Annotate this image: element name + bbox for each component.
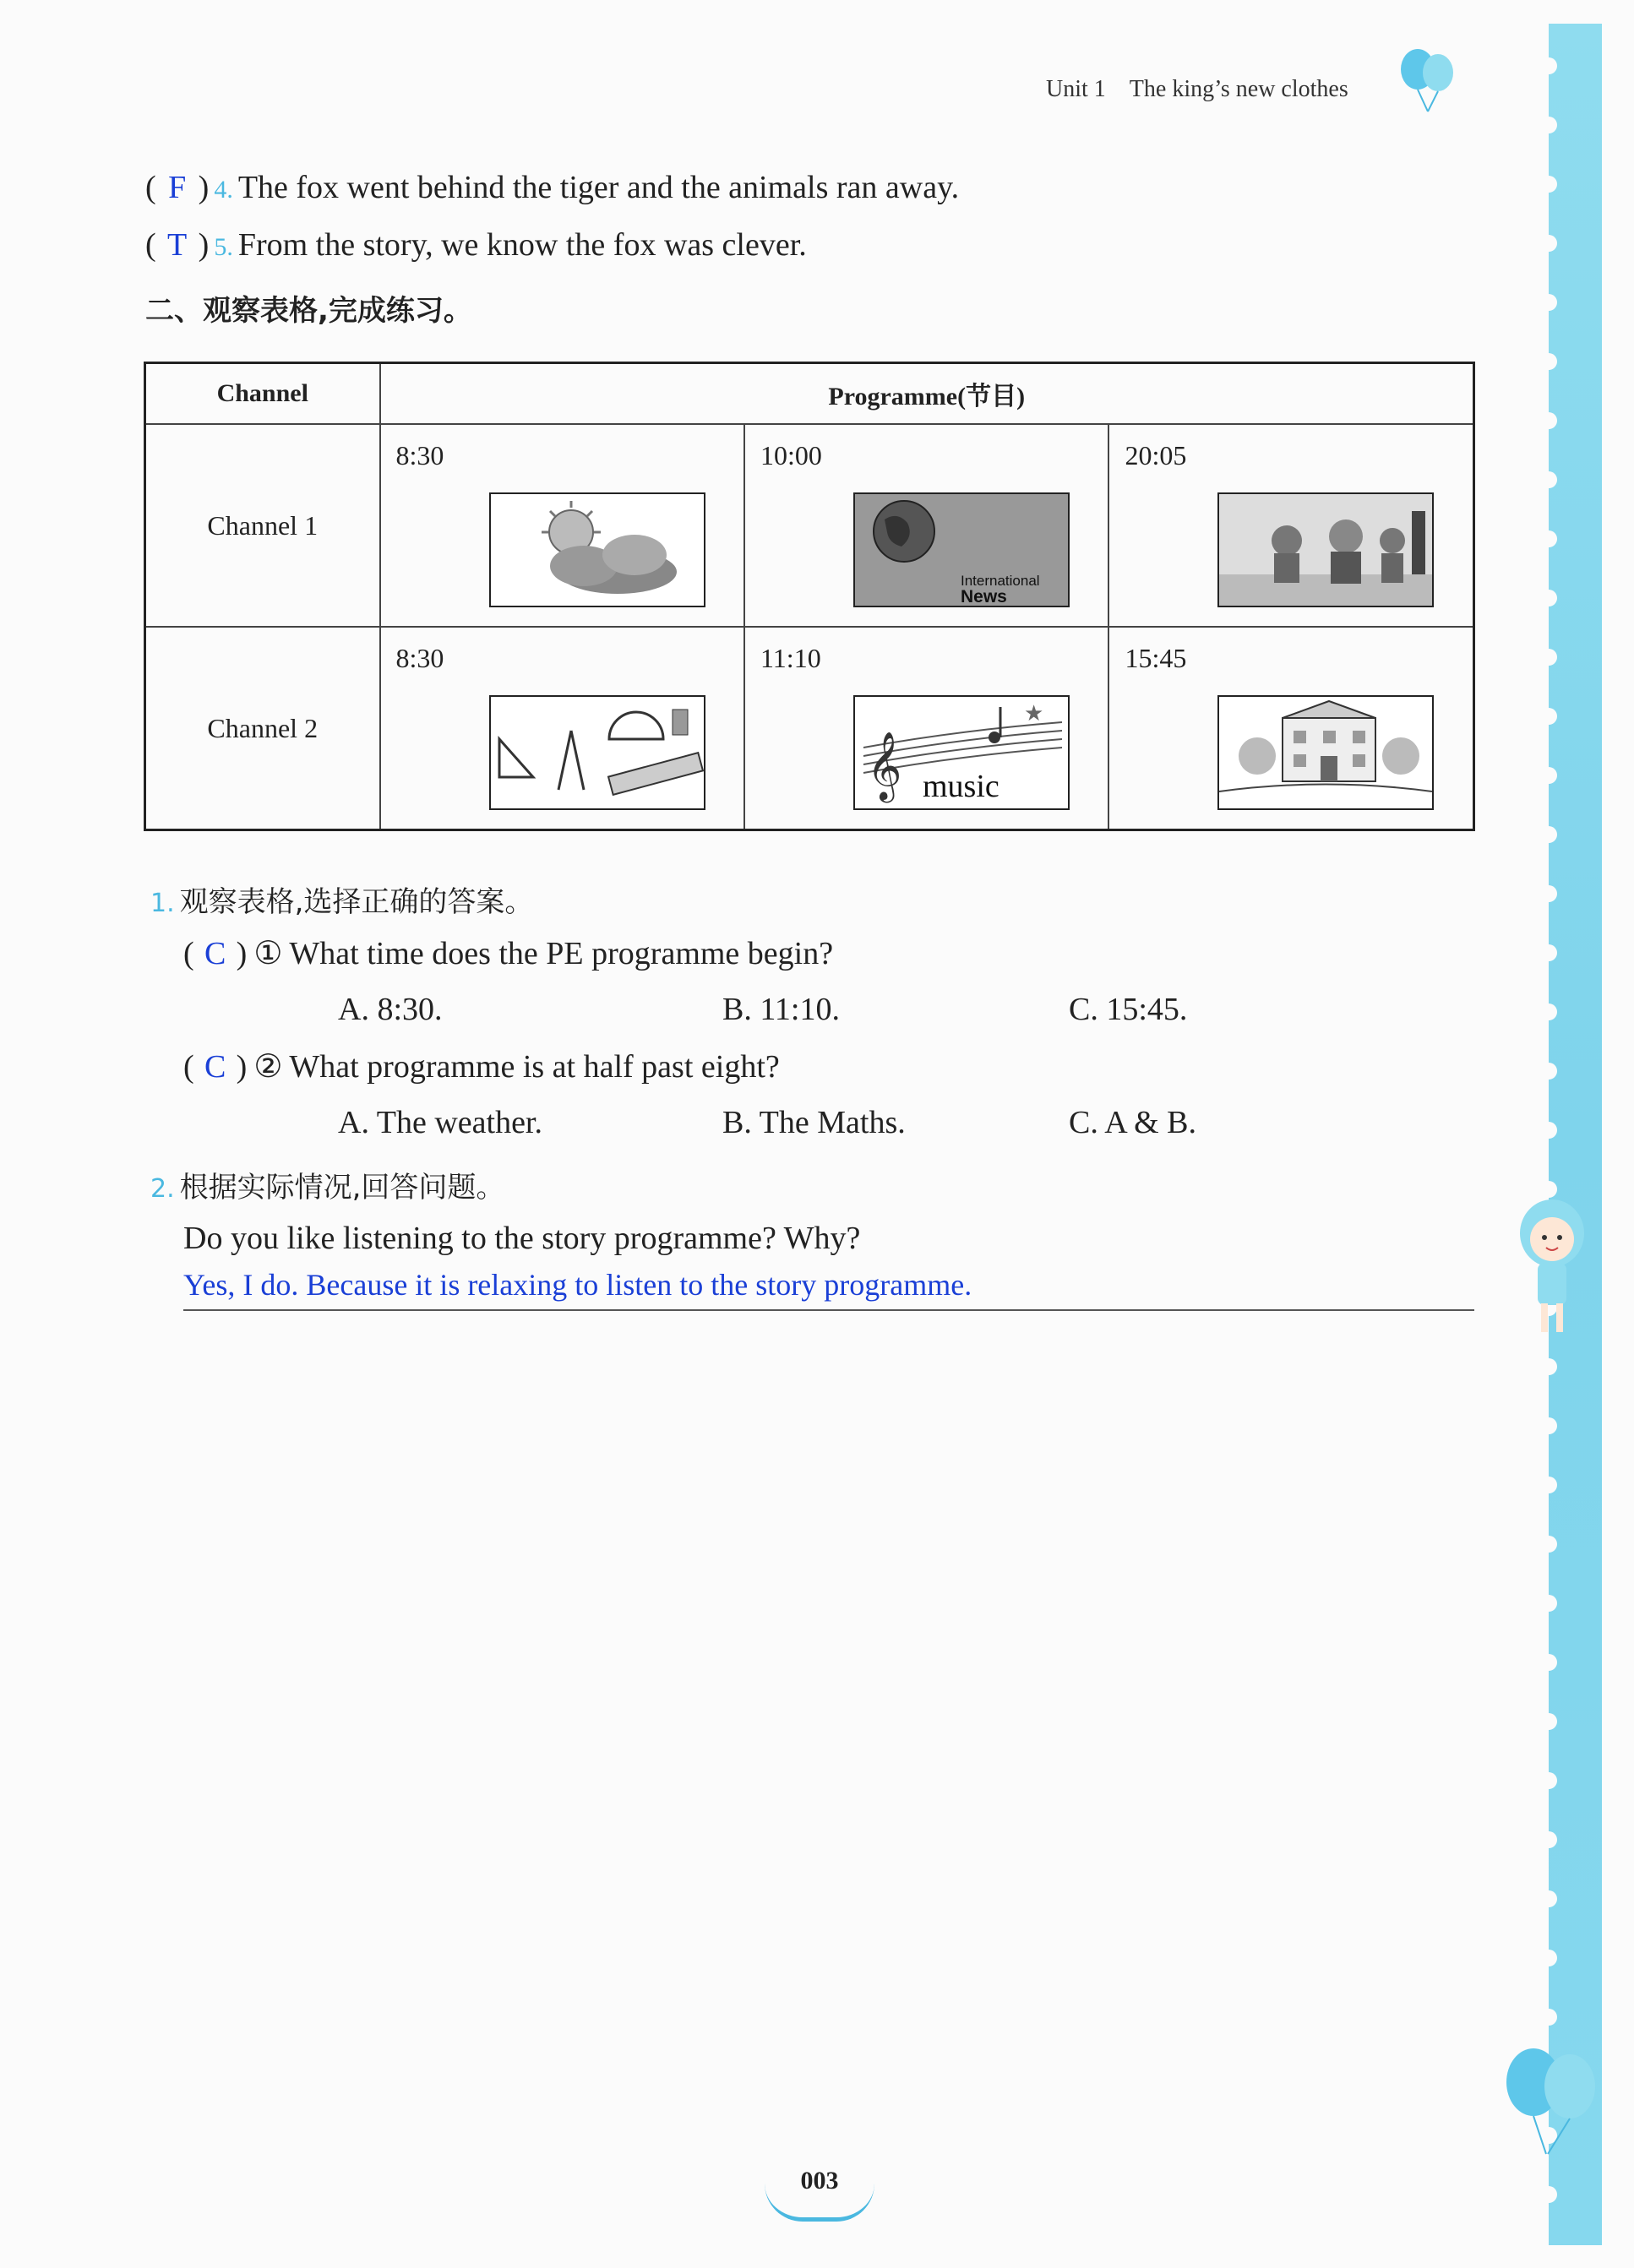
q1-item-1: ( C ) ① What time does the PE programme begin? (183, 936, 834, 971)
tf-number-5: 5. (214, 233, 233, 261)
q2-title: 根据实际情况,回答问题。 (179, 1171, 505, 1205)
q1-answer-2[interactable]: C (204, 1049, 226, 1085)
page-number: 003 (800, 2167, 839, 2195)
q2-number: 2. (150, 1174, 175, 1204)
tf-text-5: From the story, we know the fox was clever. (237, 227, 807, 263)
unit-title: The king’s new clothes (1129, 76, 1348, 102)
balloons-header-icon (1394, 44, 1462, 120)
q2-answer: Yes, I do. Because it is relaxing to listen to the story programme. (183, 1268, 972, 1302)
maths-tools-icon (489, 695, 705, 810)
programme-cell (744, 627, 1108, 830)
programme-cell (380, 627, 744, 830)
unit-label: Unit 1 (1046, 76, 1106, 102)
programme-time: 10:00 (760, 440, 822, 470)
music-caption: music (922, 769, 999, 804)
programme-time: 20:05 (1125, 440, 1187, 470)
table-row (145, 627, 1474, 830)
programme-header: Programme(节目) (380, 363, 1474, 425)
tf-answer-5[interactable]: T (167, 227, 188, 263)
balloons-bottom-icon (1495, 2036, 1605, 2162)
tf-item-4: ( F ) 4. The fox went behind the tiger and the animals ran away. (145, 170, 960, 205)
q2-question: Do you like listening to the story programme? Why? (183, 1221, 861, 1256)
music-icon (853, 695, 1070, 810)
programme-table (144, 362, 1475, 831)
tf-text-4: The fox went behind the tiger and the animals ran away. (237, 170, 960, 205)
news-icon (853, 492, 1070, 607)
q1-option-2b[interactable]: B. The Maths. (722, 1105, 906, 1140)
weather-icon (489, 492, 705, 607)
channel-header: Channel (145, 363, 380, 425)
page-number-decoration (765, 2184, 874, 2222)
q1-title: 观察表格,选择正确的答案。 (179, 885, 534, 919)
q1-mark-1: ① (253, 936, 283, 971)
news-caption-small: International (960, 573, 1040, 589)
q1-answer-1[interactable]: C (204, 936, 226, 971)
q1-question-1: What time does the PE programme begin? (289, 936, 834, 971)
story-icon (1217, 492, 1434, 607)
programme-time: 11:10 (760, 643, 821, 673)
q1-item-2: ( C ) ② What programme is at half past eight? (183, 1049, 780, 1085)
programme-time: 15:45 (1125, 643, 1187, 673)
programme-cell (380, 424, 744, 627)
school-icon (1217, 695, 1434, 810)
q1-title-line (145, 878, 533, 920)
table-row (145, 424, 1474, 627)
svg-text:★: ★ (1023, 701, 1044, 726)
q1-number: 1. (150, 889, 175, 918)
svg-text:𝄞: 𝄞 (866, 734, 902, 799)
q1-option-1c[interactable]: C. 15:45. (1069, 992, 1188, 1027)
programme-time: 8:30 (395, 643, 444, 673)
tf-answer-4[interactable]: F (168, 170, 187, 205)
page-header (1046, 76, 1372, 103)
q1-option-1a[interactable]: A. 8:30. (338, 992, 443, 1027)
programme-cell (1108, 424, 1473, 627)
q2-answer-field[interactable] (183, 1267, 1474, 1311)
q1-option-1b[interactable]: B. 11:10. (722, 992, 840, 1027)
programme-cell (1108, 627, 1473, 830)
q1-option-2c[interactable]: C. A & B. (1069, 1105, 1196, 1140)
q1-option-2a[interactable]: A. The weather. (338, 1105, 542, 1140)
programme-time: 8:30 (395, 440, 444, 470)
programme-cell (744, 424, 1108, 627)
news-caption-big: News (960, 587, 1007, 606)
section-two-title: 二、观察表格,完成练习。 (145, 294, 472, 328)
channel-1-label: Channel 1 (145, 424, 380, 627)
tf-number-4: 4. (214, 176, 233, 204)
q1-mark-2: ② (253, 1049, 283, 1085)
girl-cartoon-icon (1506, 1195, 1599, 1347)
q2-title-line (145, 1164, 504, 1205)
tf-item-5: ( T ) 5. From the story, we know the fox was clever. (145, 227, 807, 263)
side-decoration-band (1549, 24, 1602, 2245)
q1-question-2: What programme is at half past eight? (289, 1049, 780, 1085)
channel-2-label: Channel 2 (145, 627, 380, 830)
